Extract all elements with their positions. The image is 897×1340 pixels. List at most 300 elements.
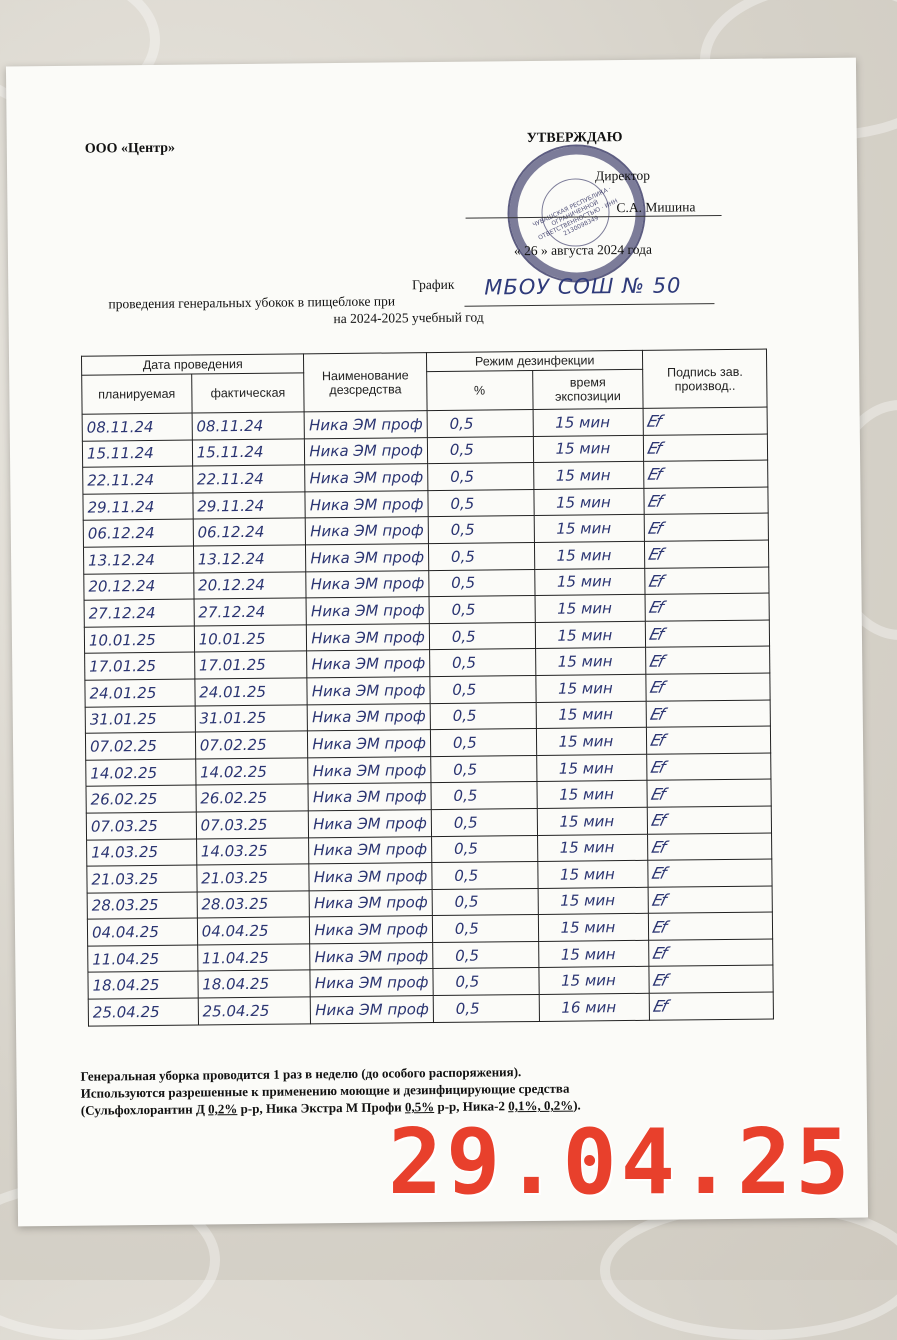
cell-actual-text: 26.02.25 bbox=[200, 788, 268, 808]
cell-percent-text: 0,5 bbox=[450, 520, 475, 540]
cell-time bbox=[538, 940, 649, 968]
cell-actual bbox=[193, 492, 306, 520]
cell-planned bbox=[88, 998, 198, 1026]
cell-signature bbox=[648, 806, 772, 834]
cell-agent bbox=[308, 730, 431, 758]
cell-actual-text: 10.01.25 bbox=[198, 629, 266, 649]
cell-actual-text: 15.11.24 bbox=[196, 443, 264, 462]
cell-signature bbox=[646, 620, 770, 648]
cell-agent bbox=[307, 703, 430, 731]
cell-percent-text: 0,5 bbox=[451, 627, 476, 646]
cell-percent-text: 0,5 bbox=[455, 972, 480, 992]
cell-signature-text: Ef bbox=[647, 544, 664, 565]
cell-agent-text: Ника ЭМ проф bbox=[310, 574, 425, 594]
cell-signature bbox=[648, 859, 772, 887]
cell-percent-text: 0,5 bbox=[451, 573, 476, 593]
cell-percent bbox=[430, 729, 536, 757]
cell-agent bbox=[305, 490, 428, 518]
cell-signature-text: Ef bbox=[647, 571, 665, 591]
cell-actual bbox=[195, 731, 308, 759]
cell-time-text: 15 мин bbox=[555, 439, 611, 459]
cell-planned-text: 08.11.24 bbox=[86, 417, 154, 437]
cell-planned bbox=[85, 679, 195, 707]
cell-time-text: 15 мин bbox=[560, 944, 616, 964]
cell-actual-text: 06.12.24 bbox=[197, 522, 265, 542]
cell-time-text: 15 мин bbox=[559, 811, 615, 831]
cell-planned bbox=[87, 839, 197, 867]
cell-agent bbox=[306, 517, 429, 545]
cell-percent-text: 0,5 bbox=[453, 760, 478, 779]
cell-percent bbox=[433, 941, 539, 969]
cell-agent bbox=[305, 437, 428, 465]
cell-planned bbox=[83, 546, 193, 574]
cell-time bbox=[533, 462, 644, 490]
cell-percent bbox=[433, 968, 539, 996]
cell-agent bbox=[309, 889, 432, 917]
cell-signature-text: Ef bbox=[650, 863, 668, 884]
cell-planned bbox=[87, 865, 197, 893]
footer-text: р-р, Ника-2 bbox=[434, 1098, 509, 1115]
cell-signature-text: Ef bbox=[646, 491, 664, 511]
cell-time bbox=[536, 701, 647, 729]
cell-planned-text: 11.04.25 bbox=[92, 949, 160, 969]
header-mode: Режим дезинфекции bbox=[426, 350, 643, 371]
cell-percent-text: 0,5 bbox=[452, 733, 477, 752]
cell-actual bbox=[192, 412, 305, 440]
cell-time bbox=[534, 515, 645, 543]
cell-agent-text: Ника ЭМ проф bbox=[314, 946, 429, 966]
header-agent: Наименование дезсредства bbox=[304, 353, 427, 412]
cell-planned-text: 10.01.25 bbox=[88, 630, 156, 650]
cell-planned bbox=[83, 519, 193, 547]
cell-agent-text: Ника ЭМ проф bbox=[313, 867, 428, 887]
cell-planned-text: 13.12.24 bbox=[88, 550, 156, 570]
cell-agent bbox=[310, 942, 433, 970]
cell-actual-text: 08.11.24 bbox=[196, 416, 264, 436]
cell-actual-text: 24.01.25 bbox=[199, 682, 267, 702]
cell-signature bbox=[644, 487, 768, 515]
seal-text: ЧУВАШСКАЯ РЕСПУБЛИКА · ОГРАНИЧЕННОЙ ОТВЕТСТВЕННОСТЬЮ · ИНН 2130098349 bbox=[531, 185, 619, 242]
cell-percent-text: 0,5 bbox=[450, 494, 475, 513]
cell-planned bbox=[88, 945, 198, 973]
cell-signature-text: Ef bbox=[647, 624, 665, 644]
cell-time-text: 15 мин bbox=[558, 758, 614, 778]
cell-percent bbox=[432, 915, 538, 943]
cell-percent-text: 0,5 bbox=[449, 414, 474, 433]
cell-percent bbox=[431, 808, 537, 836]
cell-planned-text: 07.02.25 bbox=[89, 736, 157, 756]
cell-time-text: 15 мин bbox=[559, 865, 615, 884]
cell-time-text: 15 мин bbox=[559, 785, 614, 804]
cell-planned bbox=[86, 812, 196, 840]
cell-actual bbox=[194, 598, 307, 626]
cell-signature bbox=[647, 753, 771, 781]
cell-actual bbox=[198, 970, 311, 998]
cell-agent bbox=[307, 650, 430, 678]
cell-time bbox=[538, 967, 649, 995]
cell-planned bbox=[85, 652, 195, 680]
cell-percent-text: 0,5 bbox=[449, 440, 474, 460]
cell-percent-text: 0,5 bbox=[454, 919, 479, 938]
cell-time bbox=[534, 568, 645, 596]
cell-agent-text: Ника ЭМ проф bbox=[311, 680, 426, 701]
cell-percent-text: 0,5 bbox=[453, 839, 478, 859]
footer-text: (Сульфохлорантин Д bbox=[80, 1101, 209, 1118]
cell-actual bbox=[196, 837, 309, 865]
cell-signature-text: Ef bbox=[648, 704, 666, 724]
cell-time bbox=[536, 754, 647, 782]
cell-actual bbox=[193, 545, 306, 573]
cell-planned bbox=[86, 785, 196, 813]
cell-agent-text: Ника ЭМ проф bbox=[315, 999, 429, 1020]
cell-agent-text: Ника ЭМ проф bbox=[310, 547, 425, 568]
cell-percent bbox=[427, 409, 533, 437]
cell-signature bbox=[650, 992, 774, 1020]
cell-planned-text: 04.04.25 bbox=[91, 923, 159, 942]
cell-signature-text: Ef bbox=[649, 731, 666, 751]
cell-agent-text: Ника ЭМ проф bbox=[314, 973, 429, 993]
cell-agent-text: Ника ЭМ проф bbox=[311, 627, 425, 647]
cell-signature bbox=[647, 779, 771, 807]
cell-signature-text: Ef bbox=[645, 411, 663, 432]
cell-time bbox=[533, 435, 644, 463]
cell-percent-text: 0,5 bbox=[450, 547, 475, 566]
cell-time-text: 15 мин bbox=[557, 599, 613, 618]
cell-signature-text: Ef bbox=[649, 784, 667, 804]
cell-planned-text: 14.03.25 bbox=[91, 843, 159, 862]
cell-time bbox=[535, 621, 646, 649]
cell-signature bbox=[644, 407, 768, 435]
cell-agent bbox=[305, 464, 428, 492]
cell-actual bbox=[195, 704, 308, 732]
cell-planned-text: 06.12.24 bbox=[87, 524, 155, 543]
cell-actual bbox=[193, 518, 306, 546]
cell-actual-text: 18.04.25 bbox=[202, 975, 270, 994]
cell-planned-text: 21.03.25 bbox=[91, 869, 159, 889]
cell-signature-text: Ef bbox=[648, 651, 665, 671]
cell-actual-text: 07.02.25 bbox=[199, 735, 267, 755]
cell-percent bbox=[428, 542, 534, 570]
photo-date-stamp: 29.04.25 bbox=[388, 1110, 854, 1215]
cell-planned bbox=[87, 918, 197, 946]
director-title: Директор bbox=[595, 167, 650, 184]
cell-percent bbox=[430, 702, 536, 730]
cell-planned-text: 15.11.24 bbox=[86, 444, 154, 464]
cell-agent-text: Ника ЭМ проф bbox=[313, 813, 427, 834]
cell-actual bbox=[194, 625, 307, 653]
footer-underlined: 0,1%, 0,2% bbox=[508, 1097, 574, 1114]
cell-actual-text: 07.03.25 bbox=[200, 815, 268, 835]
cell-agent-text: Ника ЭМ проф bbox=[312, 787, 427, 807]
footer-text: ). bbox=[573, 1097, 581, 1113]
cell-agent-text: Ника ЭМ проф bbox=[309, 468, 424, 488]
header-percent: % bbox=[427, 370, 533, 410]
cell-time bbox=[537, 860, 648, 888]
cell-agent bbox=[308, 756, 431, 784]
cell-time bbox=[535, 594, 646, 622]
cell-time bbox=[533, 408, 644, 436]
header-sign: Подпись зав. производ.. bbox=[643, 349, 767, 408]
cell-planned bbox=[82, 440, 192, 468]
cell-planned-text: 14.02.25 bbox=[90, 763, 158, 783]
cell-time bbox=[539, 993, 650, 1021]
cell-signature bbox=[647, 726, 771, 754]
cell-time-text: 15 мин bbox=[560, 918, 616, 937]
cell-time-text: 15 мин bbox=[557, 678, 613, 698]
cell-actual-text: 11.04.25 bbox=[201, 948, 269, 968]
cell-time-text: 15 мин bbox=[555, 412, 611, 432]
cell-percent bbox=[428, 489, 534, 517]
cell-planned bbox=[85, 732, 195, 760]
cell-actual-text: 14.03.25 bbox=[200, 842, 268, 861]
cell-percent bbox=[432, 862, 538, 890]
cell-percent-text: 0,5 bbox=[454, 866, 479, 885]
cell-agent bbox=[307, 677, 430, 705]
cell-time-text: 15 мин bbox=[555, 466, 611, 485]
document-title bbox=[8, 272, 858, 298]
cell-time-text: 15 мин bbox=[560, 891, 616, 911]
cell-planned bbox=[82, 413, 192, 441]
cell-planned-text: 29.11.24 bbox=[87, 497, 155, 517]
cell-actual-text: 29.11.24 bbox=[197, 496, 265, 516]
cell-signature bbox=[649, 912, 773, 940]
background-ornament bbox=[600, 1200, 897, 1340]
cell-planned bbox=[86, 759, 196, 787]
cell-time-text: 15 мин bbox=[555, 492, 611, 512]
cell-agent bbox=[309, 809, 432, 837]
cell-signature-text: Ef bbox=[648, 677, 666, 698]
cell-actual-text: 28.03.25 bbox=[201, 895, 269, 914]
cell-percent-text: 0,5 bbox=[452, 653, 477, 672]
footer-line-1: Генеральная уборка проводится 1 раз в неделю (до особого распоряжения). bbox=[80, 1064, 522, 1084]
cell-planned-text: 27.12.24 bbox=[88, 603, 156, 623]
cell-planned bbox=[84, 626, 194, 654]
cell-actual bbox=[196, 784, 309, 812]
cell-agent-text: Ника ЭМ проф bbox=[313, 893, 428, 913]
cell-actual-text: 21.03.25 bbox=[201, 868, 269, 888]
cell-agent-text: Ника ЭМ проф bbox=[312, 760, 427, 780]
cell-signature-text: Ef bbox=[650, 890, 668, 910]
cell-signature bbox=[645, 567, 769, 595]
cell-signature-text: Ef bbox=[650, 837, 667, 857]
cell-agent-text: Ника ЭМ проф bbox=[310, 601, 425, 621]
organization-name: ООО «Центр» bbox=[84, 140, 176, 157]
cell-signature-text: Ef bbox=[651, 996, 669, 1017]
cell-signature bbox=[648, 833, 772, 861]
header-time: время экспозиции bbox=[532, 369, 643, 409]
cell-agent bbox=[306, 597, 429, 625]
director-name: С.А. Мишина bbox=[465, 199, 721, 219]
cell-time bbox=[538, 887, 649, 915]
cell-actual-text: 13.12.24 bbox=[197, 549, 265, 569]
footer-text: р-р, Ника Экстра М Профи bbox=[237, 1099, 405, 1117]
cell-signature bbox=[649, 886, 773, 914]
cell-agent-text: Ника ЭМ проф bbox=[312, 734, 427, 754]
cell-agent bbox=[306, 544, 429, 572]
cell-actual bbox=[197, 944, 310, 972]
footer-line-2: Используются разрешенные к применению моющие и дезинфицирующие средства bbox=[80, 1080, 570, 1101]
cell-time-text: 15 мин bbox=[556, 545, 612, 565]
cell-time-text: 15 мин bbox=[560, 971, 616, 990]
cell-planned-text: 07.03.25 bbox=[90, 816, 158, 836]
document-sheet bbox=[6, 58, 868, 1227]
title-line-1: График bbox=[412, 276, 455, 293]
cell-planned-text: 28.03.25 bbox=[91, 896, 159, 916]
header-actual: фактическая bbox=[191, 373, 304, 413]
cell-percent-text: 0,5 bbox=[452, 680, 477, 699]
cell-agent bbox=[309, 836, 432, 864]
cell-planned-text: 17.01.25 bbox=[89, 657, 157, 676]
cell-percent bbox=[429, 569, 535, 597]
cell-percent bbox=[431, 755, 537, 783]
cell-signature bbox=[644, 434, 768, 462]
cell-signature-text: Ef bbox=[651, 917, 668, 937]
cell-percent bbox=[433, 995, 539, 1023]
cell-signature-text: Ef bbox=[649, 757, 667, 777]
cell-signature bbox=[645, 540, 769, 568]
cell-time-text: 15 мин bbox=[558, 732, 614, 751]
cell-percent bbox=[431, 835, 537, 863]
cell-agent-text: Ника ЭМ проф bbox=[314, 920, 428, 940]
cell-percent bbox=[429, 649, 535, 677]
header-planned: планируемая bbox=[82, 374, 192, 414]
cell-planned-text: 24.01.25 bbox=[89, 683, 157, 703]
cell-percent-text: 0,5 bbox=[453, 813, 478, 832]
cell-planned-text: 25.04.25 bbox=[92, 1002, 160, 1022]
cell-signature bbox=[644, 460, 768, 488]
cell-percent bbox=[430, 675, 536, 703]
cell-agent-text: Ника ЭМ проф bbox=[313, 840, 428, 860]
footer-underlined: 0,5% bbox=[404, 1099, 435, 1115]
cell-signature bbox=[649, 965, 773, 993]
cell-actual bbox=[197, 891, 310, 919]
cell-agent-text: Ника ЭМ проф bbox=[310, 521, 424, 541]
cell-agent bbox=[307, 623, 430, 651]
cell-planned bbox=[83, 493, 193, 521]
cell-planned bbox=[85, 706, 195, 734]
cell-time-text: 15 мин bbox=[559, 838, 615, 858]
cell-time bbox=[535, 674, 646, 702]
cell-percent-text: 0,5 bbox=[454, 893, 479, 912]
cell-actual bbox=[198, 997, 311, 1025]
cell-signature bbox=[645, 593, 769, 621]
cell-time bbox=[534, 541, 645, 569]
cell-signature-text: Ef bbox=[646, 465, 663, 485]
cell-agent bbox=[306, 570, 429, 598]
footer-underlined: 0,2% bbox=[208, 1101, 238, 1117]
cell-signature-text: Ef bbox=[646, 518, 664, 538]
cell-actual-text: 27.12.24 bbox=[198, 602, 266, 622]
cell-percent-text: 0,5 bbox=[450, 467, 475, 486]
cell-time-text: 15 мин bbox=[557, 625, 613, 645]
cell-agent-text: Ника ЭМ проф bbox=[311, 654, 426, 674]
cell-actual bbox=[197, 917, 310, 945]
cell-percent-text: 0,5 bbox=[455, 999, 480, 1018]
academic-year: на 2024-2025 учебный год bbox=[333, 309, 484, 327]
cell-actual bbox=[195, 678, 308, 706]
cell-actual-text: 22.11.24 bbox=[196, 469, 264, 489]
cell-actual bbox=[195, 758, 308, 786]
cell-signature-text: Ef bbox=[651, 943, 668, 963]
cell-signature-text: Ef bbox=[649, 810, 667, 830]
cell-planned-text: 26.02.25 bbox=[90, 790, 158, 809]
cell-planned bbox=[87, 892, 197, 920]
cell-planned bbox=[84, 573, 194, 601]
cell-actual-text: 04.04.25 bbox=[201, 921, 269, 941]
cell-signature-text: Ef bbox=[651, 970, 669, 990]
cell-percent-text: 0,5 bbox=[451, 600, 476, 619]
cell-signature-text: Ef bbox=[646, 438, 663, 458]
cell-signature-text: Ef bbox=[647, 598, 665, 618]
cell-percent bbox=[431, 782, 537, 810]
cell-planned bbox=[84, 599, 194, 627]
cell-actual-text: 14.02.25 bbox=[199, 762, 267, 782]
cell-percent-text: 0,5 bbox=[453, 786, 478, 805]
cell-signature bbox=[645, 513, 769, 541]
cell-agent bbox=[304, 411, 427, 439]
cell-time bbox=[537, 807, 648, 835]
cell-agent bbox=[311, 996, 434, 1024]
cell-time-text: 15 мин bbox=[558, 705, 614, 725]
cell-signature bbox=[649, 939, 773, 967]
cell-percent bbox=[428, 516, 534, 544]
cell-agent bbox=[310, 916, 433, 944]
cell-time-text: 15 мин bbox=[556, 572, 612, 592]
cell-agent-text: Ника ЭМ проф bbox=[308, 414, 423, 435]
cell-agent-text: Ника ЭМ проф bbox=[309, 441, 423, 461]
cell-actual-text: 25.04.25 bbox=[202, 1001, 270, 1021]
cell-actual bbox=[194, 651, 307, 679]
cell-time-text: 16 мин bbox=[561, 998, 617, 1017]
cell-agent bbox=[309, 863, 432, 891]
cell-actual bbox=[197, 864, 310, 892]
cleaning-schedule-table bbox=[81, 349, 774, 1027]
cell-percent bbox=[429, 622, 535, 650]
cell-time-text: 15 мин bbox=[556, 519, 612, 538]
cell-planned-text: 20.12.24 bbox=[88, 577, 156, 597]
header-date: Дата проведения bbox=[81, 354, 303, 375]
cell-agent bbox=[308, 783, 431, 811]
cell-percent-text: 0,5 bbox=[452, 706, 477, 726]
cell-planned-text: 18.04.25 bbox=[92, 976, 160, 995]
cell-percent bbox=[428, 463, 534, 491]
cell-time bbox=[537, 834, 648, 862]
cell-percent bbox=[427, 436, 533, 464]
cell-time bbox=[536, 727, 647, 755]
cell-actual bbox=[193, 571, 306, 599]
cell-percent-text: 0,5 bbox=[455, 946, 480, 965]
cell-time bbox=[537, 781, 648, 809]
cell-signature bbox=[646, 673, 770, 701]
approve-heading: УТВЕРЖДАЮ bbox=[526, 130, 623, 147]
cell-agent-text: Ника ЭМ проф bbox=[309, 494, 424, 514]
cell-actual-text: 31.01.25 bbox=[199, 709, 267, 728]
cell-time bbox=[533, 488, 644, 516]
cell-planned bbox=[88, 971, 198, 999]
cell-time bbox=[535, 648, 646, 676]
cell-time bbox=[538, 914, 649, 942]
cell-actual bbox=[196, 811, 309, 839]
cell-planned bbox=[83, 466, 193, 494]
cell-actual bbox=[192, 438, 305, 466]
title-line-2: проведения генеральных убокок в пищеблоке при bbox=[108, 293, 396, 312]
cell-actual-text: 20.12.24 bbox=[198, 576, 265, 595]
school-name: МБОУ СОШ № 50 bbox=[484, 273, 682, 300]
cell-percent bbox=[429, 596, 535, 624]
cell-agent-text: Ника ЭМ проф bbox=[312, 707, 426, 727]
cell-signature bbox=[647, 700, 771, 728]
cell-percent bbox=[432, 888, 538, 916]
